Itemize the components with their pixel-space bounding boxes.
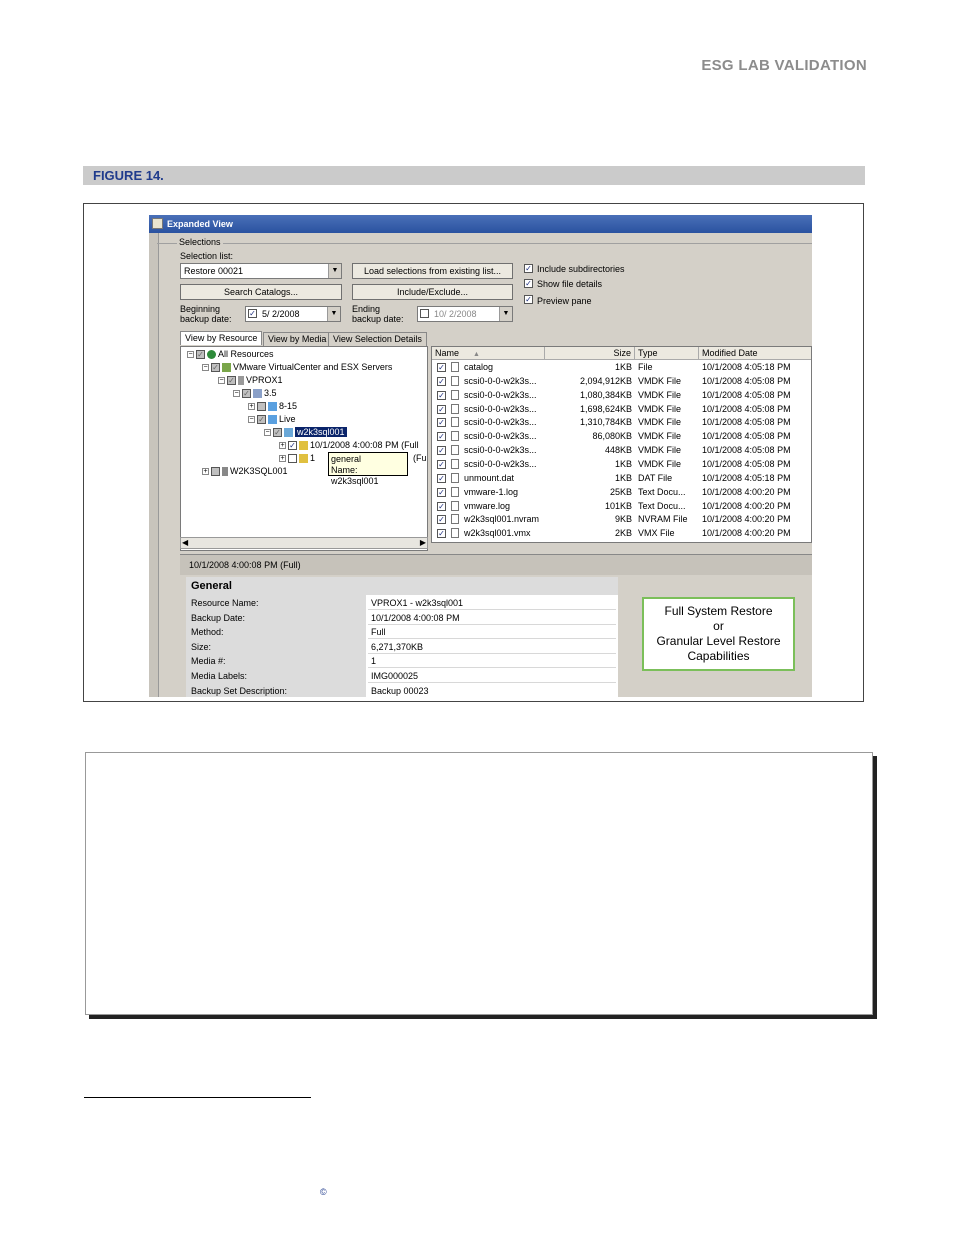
file-size: 1,698,624KB [579,403,632,414]
general-value: IMG000025 [368,669,616,683]
list-item[interactable] [432,375,812,389]
tooltip-line2: Name: w2k3sql001 [331,465,379,486]
general-row [186,640,618,654]
ending-date-value: 10/ 2/2008 [434,309,477,319]
selections-group-border [157,243,812,244]
file-modified-date: 10/1/2008 4:05:08 PM [702,389,791,400]
list-item[interactable] [432,513,812,527]
list-item[interactable] [432,361,812,375]
file-size: 2KB [614,528,632,539]
file-type: VMDK File [638,458,682,469]
resource-tree[interactable] [180,346,428,551]
tab-view-by-media[interactable]: View by Media [263,332,331,346]
file-modified-date: 10/1/2008 4:05:18 PM [702,472,791,483]
restore-callout [642,597,795,671]
selection-list-combo[interactable] [180,263,342,279]
column-header-type[interactable]: Type [635,347,699,360]
file-icon [451,473,459,483]
expand-icon[interactable]: + [280,455,285,463]
tree-node-vmware[interactable] [202,362,392,374]
file-name: vmware-1.log [464,486,519,497]
tree-checkbox[interactable]: ✓ [289,441,296,451]
tree-checkbox[interactable]: ✓ [258,415,265,425]
ending-date-checkbox[interactable] [420,309,429,318]
vm-icon [284,428,293,437]
datacenter-icon [253,389,262,398]
list-item[interactable] [432,444,812,458]
tree-node-backup-1[interactable] [279,440,419,452]
file-checkbox[interactable]: ✓ [438,515,445,525]
server-icon [222,467,228,476]
tree-label: Live [279,414,296,424]
tree-checkbox[interactable] [257,402,266,411]
selections-group-label: Selections [179,237,221,247]
search-catalogs-button[interactable]: Search Catalogs... [180,284,342,300]
file-icon [451,501,459,511]
general-key: Resource Name: [191,598,259,608]
file-name: catalog [464,362,494,372]
general-key: Media Labels: [191,671,248,681]
list-item[interactable] [432,500,812,514]
general-value: 1 [368,654,616,668]
file-name: scsi0-0-0-w2k3s... [464,445,537,456]
general-title [186,577,618,595]
general-key: Backup Set Description: [191,685,288,696]
tree-checkbox[interactable]: ✓ [228,376,235,386]
tree-checkbox[interactable] [211,467,220,476]
file-type: VMDK File [638,403,682,414]
beginning-date-picker[interactable] [245,306,341,322]
file-checkbox[interactable]: ✓ [438,459,445,469]
window-titlebar[interactable] [149,215,812,233]
file-name: scsi0-0-0-w2k3s... [464,458,537,469]
file-size: 25KB [609,486,632,497]
file-modified-date: 10/1/2008 4:00:20 PM [702,486,791,497]
file-checkbox[interactable]: ✓ [438,418,445,428]
chevron-down-icon[interactable]: ▼ [499,307,512,321]
file-icon [451,514,459,524]
tree-label-selected: w2k3sql001 [297,427,345,437]
file-icon [451,404,459,414]
sort-arrow-icon: ▲ [473,351,480,358]
list-item[interactable] [432,430,812,444]
file-icon [451,459,459,469]
file-modified-date: 10/1/2008 4:00:20 PM [702,528,791,539]
general-row [186,625,618,639]
general-row [186,611,618,625]
file-checkbox[interactable]: ✓ [438,446,445,456]
column-header-size[interactable]: Size [545,347,635,360]
beginning-backup-date-label [180,304,232,324]
end-label-line2: backup date: [352,314,404,324]
preview-pane-checkbox[interactable]: ✓ [525,295,532,304]
list-item[interactable] [432,472,812,486]
detail-header-bar [180,554,812,575]
file-checkbox[interactable]: ✓ [438,487,445,497]
general-key: Media #: [191,656,226,667]
expanded-view-window [149,215,812,697]
include-exclude-button[interactable]: Include/Exclude... [352,284,513,300]
tree-node-backup-2-suffix: (Fu [413,453,427,463]
file-type: NVRAM File [638,514,688,525]
collapse-icon[interactable]: − [265,429,270,437]
file-type: VMDK File [638,431,682,442]
file-checkbox[interactable]: ✓ [438,404,445,414]
load-selections-button[interactable]: Load selections from existing list... [352,263,513,279]
general-key: Method: [191,627,224,638]
collapse-icon[interactable]: − [188,351,193,359]
tree-checkbox[interactable] [288,454,297,463]
general-value: VPROX1 - w2k3sql001 [368,596,616,610]
file-type: DAT File [638,472,673,483]
file-name: scsi0-0-0-w2k3s... [464,431,537,442]
tree-label: 1 [310,453,316,463]
figure-bar [83,166,865,185]
general-value: Backup 00023 [368,684,616,697]
tree-checkbox[interactable]: ✓ [212,363,219,373]
collapse-icon[interactable]: − [234,390,239,398]
callout-line3: Granular Level Restore [656,634,781,648]
file-size: 101KB [604,500,632,511]
tree-node-backup-2[interactable] [279,453,315,465]
include-subdirectories-label: Include subdirectories [537,264,625,274]
expand-icon[interactable]: + [280,442,285,450]
file-modified-date: 10/1/2008 4:05:18 PM [702,362,791,372]
file-checkbox[interactable]: ✓ [438,432,445,442]
file-size: 2,094,912KB [579,375,632,386]
file-type: VMDK File [638,389,682,400]
tree-node-live[interactable] [248,414,296,426]
tree-node-8-15[interactable] [248,401,297,413]
tree-node-3-5[interactable] [233,388,277,400]
callout-line4: Capabilities [687,649,750,663]
selection-list-value: Restore 00021 [184,266,244,276]
general-title-text: General [191,580,232,592]
detail-header-text: 10/1/2008 4:00:08 PM (Full) [189,560,301,570]
file-modified-date: 10/1/2008 4:00:20 PM [702,500,791,511]
tree-node-all-resources[interactable] [187,349,274,361]
ending-date-picker[interactable] [417,306,513,322]
file-checkbox[interactable]: ✓ [438,363,445,372]
tree-label: W2K3SQL001 [230,466,288,476]
general-key: Size: [191,641,212,652]
file-size: 1KB [614,472,632,483]
backup-set-icon [299,441,308,450]
show-file-details-label: Show file details [537,279,603,289]
sidebar-box [85,752,873,1015]
list-item[interactable] [432,486,812,500]
file-size: 448KB [604,445,632,456]
beginning-date-checkbox[interactable]: ✓ [249,309,256,318]
show-file-details-checkbox[interactable]: ✓ [525,279,532,288]
ending-backup-date-label [352,304,404,324]
file-size: 1KB [614,362,632,372]
tree-checkbox[interactable]: ✓ [243,389,250,399]
scroll-left-icon[interactable]: ◀ [182,538,189,547]
general-row [186,684,618,697]
file-name: scsi0-0-0-w2k3s... [464,375,537,386]
collapse-icon[interactable]: − [249,416,254,424]
file-name: w2k3sql001.nvram [464,514,540,525]
tooltip [328,452,408,486]
folder-icon [268,402,277,411]
file-type: VMDK File [638,375,682,386]
resources-icon [207,350,216,359]
list-item[interactable] [432,527,812,541]
file-size: 1,080,384KB [579,389,632,400]
tree-node-vprox1[interactable] [218,375,283,387]
callout-line1: Full System Restore [664,604,773,618]
tree-label: VMware VirtualCenter and ESX Servers [233,362,393,372]
footnote-rule [84,1097,311,1098]
column-header-name[interactable] [432,347,545,360]
header-label: Name [435,348,460,358]
scroll-right-icon[interactable]: ▶ [419,538,426,547]
file-type: VMDK File [638,445,682,456]
general-row [186,596,618,610]
left-gutter [149,233,159,697]
file-icon [451,390,459,400]
chevron-down-icon[interactable]: ▼ [328,264,341,278]
file-name: scsi0-0-0-w2k3s... [464,403,537,414]
tree-label: All Resources [218,349,274,359]
callout-line2: or [713,619,724,633]
general-value: 6,271,370KB [368,640,616,654]
file-modified-date: 10/1/2008 4:05:08 PM [702,445,791,456]
file-list[interactable] [431,346,812,543]
list-item[interactable] [432,403,812,417]
tree-checkbox[interactable]: ✓ [274,428,281,438]
tree-label: 10/1/2008 4:00:08 PM (Full [310,440,419,450]
column-header-modified-date[interactable]: Modified Date [699,347,812,360]
backup-set-icon [299,454,308,463]
list-item[interactable] [432,458,812,472]
tree-horizontal-scrollbar[interactable] [180,537,428,549]
file-size: 86,080KB [592,431,632,442]
tree-label: 8-15 [279,401,298,411]
file-modified-date: 10/1/2008 4:00:20 PM [702,514,791,525]
file-icon [451,362,459,372]
file-icon [451,528,459,538]
tab-view-selection-details[interactable]: View Selection Details [328,332,427,346]
file-icon [451,431,459,441]
tree-label: VPROX1 [246,375,283,385]
file-name: w2k3sql001.vmx [464,528,531,539]
copyright-symbol: © [320,1187,327,1197]
general-panel [186,577,618,697]
selection-list-label: Selection list: [180,251,234,261]
file-checkbox[interactable]: ✓ [438,501,445,511]
begin-label-line1: Beginning [180,304,221,314]
file-type: File [638,362,653,372]
tree-label: 3.5 [264,388,277,398]
file-modified-date: 10/1/2008 4:05:08 PM [702,458,791,469]
tooltip-line1: general [331,454,362,464]
file-modified-date: 10/1/2008 4:05:08 PM [702,417,791,428]
file-type: VMDK File [638,417,682,428]
folder-icon [268,415,277,424]
file-icon [451,487,459,497]
file-name: scsi0-0-0-w2k3s... [464,417,537,428]
file-name: scsi0-0-0-w2k3s... [464,389,537,400]
tree-checkbox[interactable]: ✓ [197,350,204,360]
file-checkbox[interactable]: ✓ [438,376,445,386]
figure-label: FIGURE 14. [93,168,164,183]
expand-icon[interactable]: + [249,403,254,411]
expand-icon[interactable]: + [203,468,208,476]
file-type: VMX File [638,528,675,539]
list-item[interactable] [432,389,812,403]
file-icon [451,376,459,386]
begin-label-line2: backup date: [180,314,232,324]
file-size: 1KB [614,458,632,469]
file-checkbox[interactable]: ✓ [438,473,445,483]
vmware-icon [222,363,231,372]
general-row [186,654,618,668]
end-label-line1: Ending [352,304,381,314]
file-name: vmware.log [464,500,511,511]
file-modified-date: 10/1/2008 4:05:08 PM [702,431,791,442]
file-name: unmount.dat [464,472,515,483]
java-app-icon [152,218,163,229]
general-row [186,669,618,683]
general-key: Backup Date: [191,612,246,623]
file-modified-date: 10/1/2008 4:05:08 PM [702,403,791,414]
tree-node-w2k3sql001[interactable] [264,427,347,439]
file-icon [451,445,459,455]
general-value: 10/1/2008 4:00:08 PM [368,611,616,625]
file-checkbox[interactable]: ✓ [438,390,445,400]
window-title: Expanded View [167,219,233,229]
list-item[interactable] [432,416,812,430]
include-subdirectories-checkbox[interactable]: ✓ [525,264,532,273]
server-icon [238,376,244,385]
file-icon [451,417,459,427]
file-checkbox[interactable]: ✓ [438,529,445,539]
file-size: 1,310,784KB [579,417,632,428]
file-type: Text Docu... [638,500,686,511]
file-modified-date: 10/1/2008 4:05:08 PM [702,375,791,386]
collapse-icon[interactable]: − [219,377,224,385]
general-value: Full [368,625,616,639]
page-header: ESG LAB VALIDATION [701,57,867,74]
file-type: Text Docu... [638,486,686,497]
file-size: 9KB [614,514,632,525]
tab-view-by-resource[interactable]: View by Resource [180,331,262,345]
tree-node-w2k3sql001-host[interactable] [202,466,288,478]
beginning-date-value: 5/ 2/2008 [262,309,300,319]
preview-pane-label: Preview pane [537,296,592,306]
collapse-icon[interactable]: − [203,364,208,372]
chevron-down-icon[interactable]: ▼ [327,307,340,321]
